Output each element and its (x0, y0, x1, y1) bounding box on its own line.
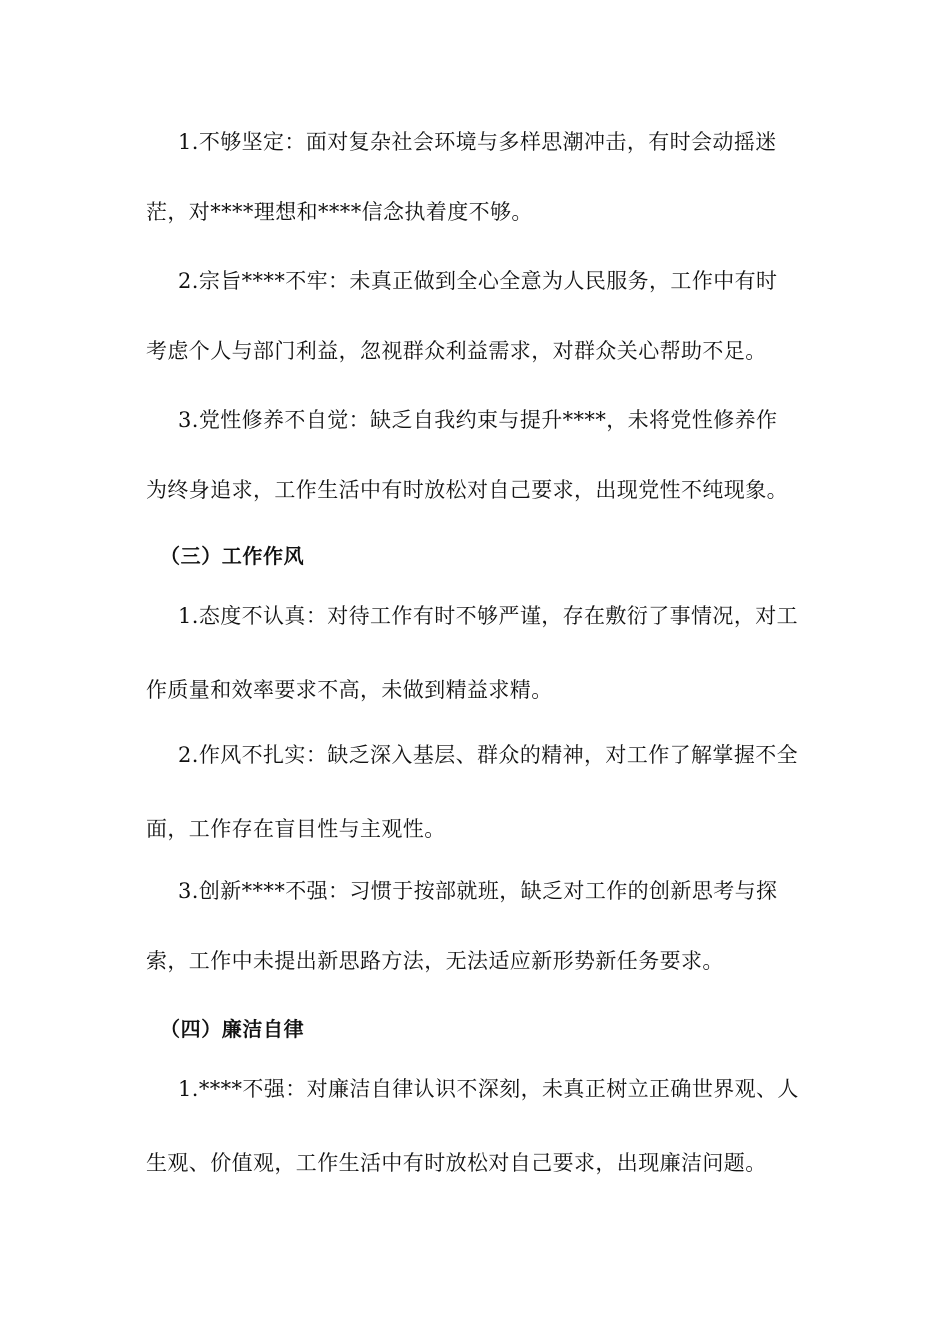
paragraph-line: 索，工作中未提出新思路方法，无法适应新形势新任务要求。 (146, 949, 724, 973)
paragraph-line: 考虑个人与部门利益，忽视群众利益需求，对群众关心帮助不足。 (146, 339, 767, 363)
paragraph-line: 为终身追求，工作生活中有时放松对自己要求，出现党性不纯现象。 (146, 478, 788, 502)
paragraph-line: 茫，对****理想和****信念执着度不够。 (146, 200, 533, 224)
paragraph-line: 作质量和效率要求不高，未做到精益求精。 (146, 678, 553, 702)
section-heading-work-style: （三）工作作风 (160, 544, 305, 568)
paragraph-line: 1.****不强：对廉洁自律认识不深刻，未真正树立正确世界观、人 (178, 1077, 799, 1101)
paragraph-line: 面，工作存在盲目性与主观性。 (146, 817, 446, 841)
paragraph-line: 2.作风不扎实：缺乏深入基层、群众的精神，对工作了解掌握不全 (178, 743, 799, 767)
paragraph-line: 3.党性修养不自觉：缺乏自我约束与提升****，未将党性修养作 (178, 408, 778, 432)
paragraph-line: 1.不够坚定：面对复杂社会环境与多样思潮冲击，有时会动摇迷 (178, 130, 777, 154)
paragraph-line: 1.态度不认真：对待工作有时不够严谨，存在敷衍了事情况，对工 (178, 604, 799, 628)
paragraph-line: 3.创新****不强：习惯于按部就班，缺乏对工作的创新思考与探 (178, 879, 778, 903)
paragraph-line: 生观、价值观，工作生活中有时放松对自己要求，出现廉洁问题。 (146, 1151, 767, 1175)
section-heading-integrity: （四）廉洁自律 (160, 1017, 305, 1041)
paragraph-line: 2.宗旨****不牢：未真正做到全心全意为人民服务，工作中有时 (178, 269, 778, 293)
